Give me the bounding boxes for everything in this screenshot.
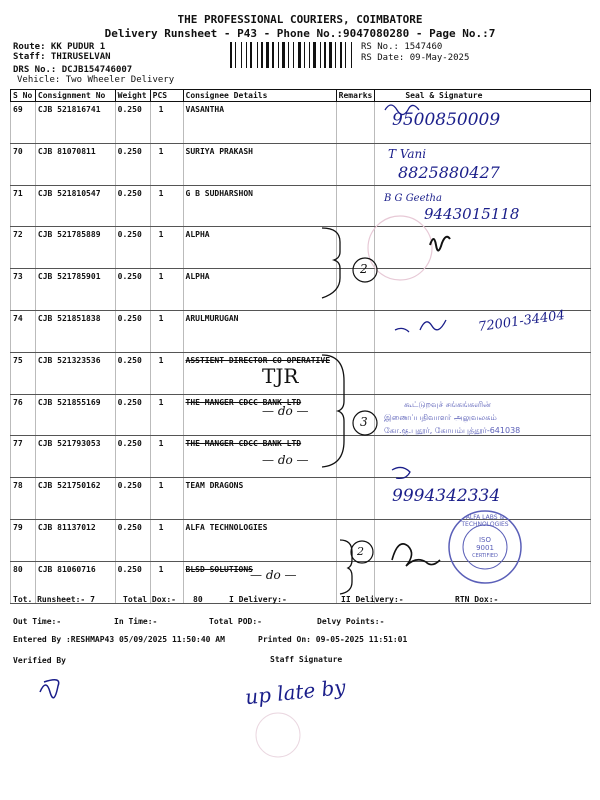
ditto-77: — do — (262, 453, 309, 467)
row-pcs: 1 (150, 227, 183, 269)
total-runsheet: Tot. Runsheet:- 7 (13, 595, 95, 604)
row-sno: 71 (11, 185, 36, 227)
row-consignee: G B SUDHARSHON (183, 185, 336, 227)
brace-rows-75-77 (322, 355, 344, 467)
row-consignee: ASSTIENT DIRECTOR CO OPERATIVE (183, 352, 336, 394)
row-consignment-no: CJB 521785901 (35, 269, 115, 311)
row-consignment-no: CJB 81060716 (35, 561, 115, 603)
vehicle-label: Vehicle: Two Wheeler Delivery (17, 75, 175, 85)
row-consignee: VASANTHA (183, 102, 336, 144)
row-weight: 0.250 (115, 143, 150, 185)
col-weight-header: Weight (115, 90, 150, 102)
signature-70-phone: 8825880427 (398, 163, 500, 182)
row-consignee: THE MANGER CDCC BANK LTD (183, 394, 336, 436)
circle-label-2a: 2 (360, 262, 368, 276)
row-sno: 74 (11, 310, 36, 352)
iso-stamp-center (465, 536, 505, 560)
col-remarks-header: Remarks (336, 90, 375, 102)
row-consignment-no: CJB 521785889 (35, 227, 115, 269)
col-consignment-header: Consignment No (35, 90, 115, 102)
staff-faint-stamp (256, 713, 300, 757)
brace-rows-79-80 (340, 540, 352, 594)
circle-label-3: 3 (360, 415, 368, 429)
row-consignment-no: CJB 521816741 (35, 102, 115, 144)
company-title: THE PROFESSIONAL COURIERS, COIMBATORE (177, 13, 423, 26)
row-pcs: 1 (150, 310, 183, 352)
iso-stamp-ring-text: ALFA LABS & TECHNOLOGIES (461, 514, 509, 528)
row-sno: 72 (11, 227, 36, 269)
row-consignee: TEAM DRAGONS (183, 478, 336, 520)
tamil-office-stamp (384, 398, 520, 437)
row-sno: 79 (11, 519, 36, 561)
signature-69-phone: 9500850009 (392, 110, 501, 130)
row-sno: 70 (11, 143, 36, 185)
signature-70-name: T Vani (388, 147, 427, 161)
faint-stamp (368, 216, 432, 280)
row-pcs: 1 (150, 352, 183, 394)
signature-74-scribble (395, 320, 446, 332)
runsheet-subtitle: Delivery Runsheet - P43 - Phone No.:9047080280 - Page No.:7 (104, 27, 496, 40)
row-weight: 0.250 (115, 478, 150, 520)
row-pcs: 1 (150, 102, 183, 144)
row-pcs: 1 (150, 394, 183, 436)
total-dox-value: 80 (193, 595, 203, 604)
iso-certified: CERTIFIED (472, 553, 498, 559)
row-consignment-no: CJB 521750162 (35, 478, 115, 520)
total-dox-label: Total Dox:- (123, 595, 176, 604)
row-weight: 0.250 (115, 436, 150, 478)
row-pcs: 1 (150, 436, 183, 478)
row-weight: 0.250 (115, 227, 150, 269)
row-pcs: 1 (150, 185, 183, 227)
staff-label: Staff: THIRUSELVAN (13, 52, 111, 62)
tjr-initials: TJR (262, 364, 299, 388)
row-pcs: 1 (150, 143, 183, 185)
signature-78-phone: 9994342334 (392, 486, 501, 506)
verified-by-label: Verified By (13, 656, 66, 665)
rtn-dox-label: RTN Dox:- (455, 595, 499, 604)
row-consignee: ALPHA (183, 227, 336, 269)
i-delivery-label: I Delivery:- (229, 595, 287, 604)
row-sno: 73 (11, 269, 36, 311)
row-consignment-no: CJB 81137012 (35, 519, 115, 561)
signature-78-scribble (392, 467, 410, 478)
row-consignee: ALPHA (183, 269, 336, 311)
row-pcs: 1 (150, 519, 183, 561)
row-weight: 0.250 (115, 561, 150, 603)
ii-delivery-label: II Delivery:- (341, 595, 404, 604)
brace-rows-72-74 (322, 228, 340, 298)
row-consignment-no: CJB 521855169 (35, 394, 115, 436)
row-pcs: 1 (150, 561, 183, 603)
row-consignment-no: CJB 521851838 (35, 310, 115, 352)
route-label: Route: KK PUDUR 1 (13, 42, 106, 52)
row-weight: 0.250 (115, 310, 150, 352)
row-consignee: THE MANGER CDCC BANK LTD (183, 436, 336, 478)
col-signature-header: Seal & Signature (375, 90, 591, 102)
signature-80-scribble (392, 544, 440, 566)
in-time-label: In Time:- (114, 617, 158, 626)
row-consignment-no: CJB 81070811 (35, 143, 115, 185)
row-pcs: 1 (150, 478, 183, 520)
staff-signature-label: Staff Signature (270, 655, 343, 664)
row-weight: 0.250 (115, 394, 150, 436)
row-weight: 0.250 (115, 102, 150, 144)
entered-by: Entered By :RESHMAP43 05/09/2025 11:50:40 AM (13, 635, 225, 644)
row-weight: 0.250 (115, 519, 150, 561)
col-consignee-header: Consignee Details (183, 90, 336, 102)
row-weight: 0.250 (115, 185, 150, 227)
tamil-stamp-line-1: கூட்டுறவுச் சங்கங்களின் (404, 400, 491, 409)
row-consignment-no: CJB 521323536 (35, 352, 115, 394)
row-pcs: 1 (150, 269, 183, 311)
row-sno: 69 (11, 102, 36, 144)
signature-71-name: B G Geetha (384, 193, 442, 204)
tamil-stamp-line-3: கோ.கு.புதூர், கோயம்புத்தூர்-641038 (384, 426, 521, 435)
out-time-label: Out Time:- (13, 617, 62, 626)
ditto-76: — do — (262, 404, 309, 418)
circle-label-2b: 2 (357, 545, 364, 558)
row-sno: 78 (11, 478, 36, 520)
row-consignment-no: CJB 521793053 (35, 436, 115, 478)
col-sno-header: S No (11, 90, 36, 102)
row-sno: 80 (11, 561, 36, 603)
rs-date: RS Date: 09-May-2025 (361, 53, 470, 63)
staff-signature-note: up late by (244, 674, 347, 710)
row-sno: 76 (11, 394, 36, 436)
row-weight: 0.250 (115, 352, 150, 394)
signature-74-phone: 72001-34404 (477, 308, 566, 335)
iso-label: ISO (478, 536, 492, 544)
rs-number: RS No.: 1547460 (361, 42, 443, 52)
signature-71-phone: 9443015118 (424, 205, 520, 223)
row-sno: 77 (11, 436, 36, 478)
row-consignee: BLSD SOLUTIONS (183, 561, 336, 603)
total-pod-label: Total POD:- (209, 617, 262, 626)
row-consignee: SURIYA PRAKASH (183, 143, 336, 185)
iso-number: 9001 (476, 544, 494, 552)
col-pcs-header: PCS (150, 90, 183, 102)
row-consignment-no: CJB 521810547 (35, 185, 115, 227)
row-sno: 75 (11, 352, 36, 394)
printed-on: Printed On: 09-05-2025 11:51:01 (258, 635, 408, 644)
ditto-80: — do — (250, 568, 297, 582)
tamil-stamp-line-2: இணைப்பதிவாளர் அலுவலகம் (384, 413, 497, 422)
drs-number: DRS No.: DCJB154746007 (13, 65, 133, 75)
row-weight: 0.250 (115, 269, 150, 311)
signature-72-scribble (430, 237, 450, 251)
verified-signature (40, 680, 59, 698)
row-consignee: ARULMURUGAN (183, 310, 336, 352)
delvy-points-label: Delvy Points:- (317, 617, 385, 626)
row-consignee: ALFA TECHNOLOGIES (183, 519, 336, 561)
